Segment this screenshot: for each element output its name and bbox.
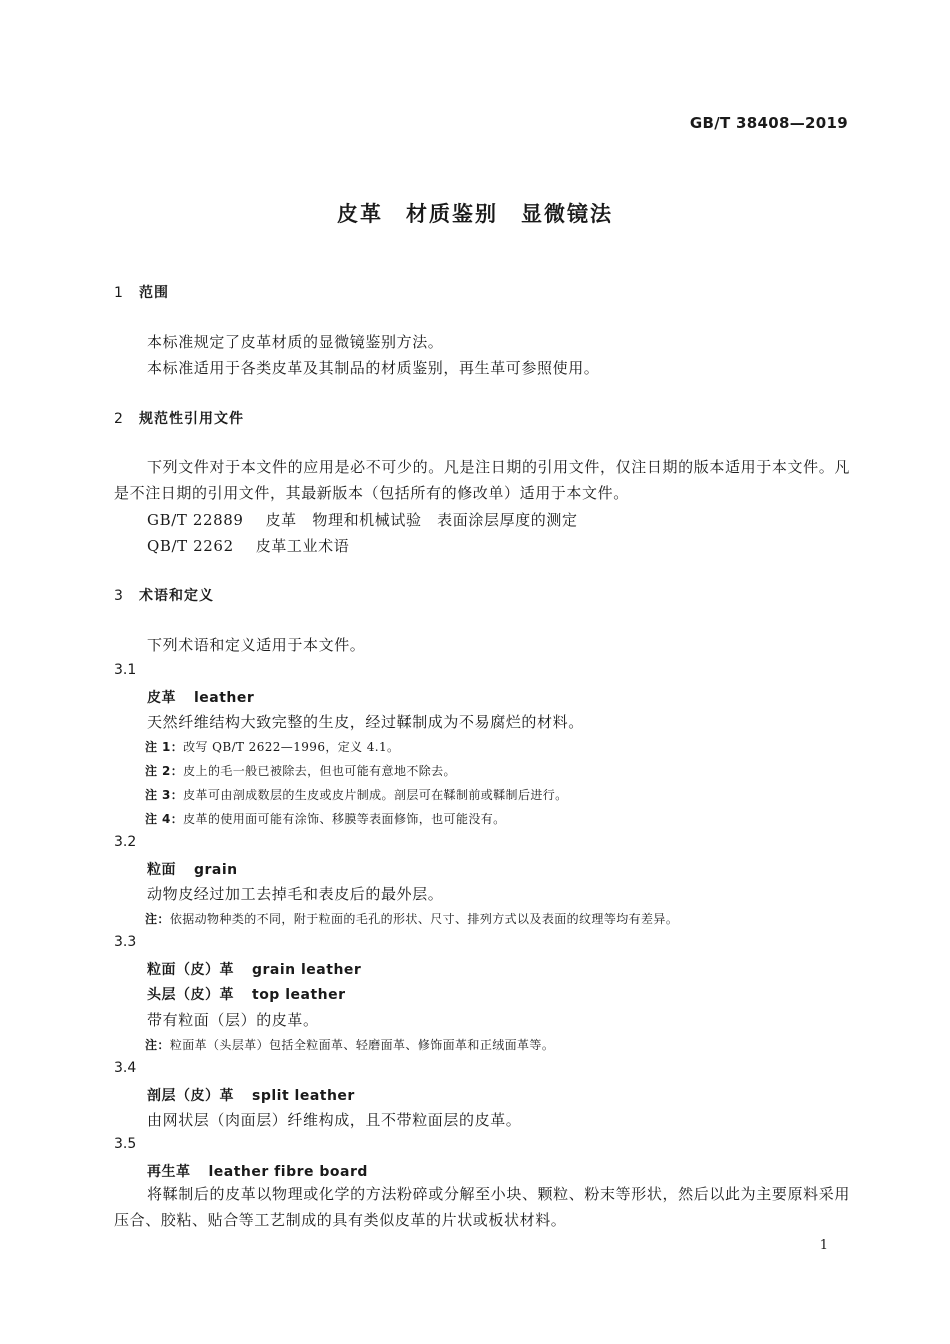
page-number: 1 xyxy=(819,1238,828,1253)
note-label: 注 1： xyxy=(145,740,184,754)
term-zh: 再生革 xyxy=(147,1164,191,1180)
note xyxy=(145,786,568,803)
term-heading-alt xyxy=(147,984,346,1004)
term-heading xyxy=(147,1085,355,1105)
term-zh: 粒面（皮）革 xyxy=(147,962,234,978)
paragraph: 本标准规定了皮革材质的显微镜鉴别方法。 xyxy=(147,333,444,351)
term-en: grain xyxy=(194,862,238,878)
section-title: 术语和定义 xyxy=(139,588,214,604)
term-heading xyxy=(147,959,361,979)
section-number: 3 xyxy=(114,588,124,604)
section-title: 范围 xyxy=(139,285,169,301)
section-title: 规范性引用文件 xyxy=(139,411,244,427)
note-text: 改写 QB/T 2622—1996，定义 4.1。 xyxy=(183,740,400,754)
clause-number: 3.2 xyxy=(114,834,137,850)
term-en: grain leather xyxy=(252,962,362,978)
term-zh: 头层（皮）革 xyxy=(147,987,234,1003)
term-definition: 带有粒面（层）的皮革。 xyxy=(147,1011,319,1029)
standard-number: GB/T 38408—2019 xyxy=(689,114,848,132)
term-heading xyxy=(147,1161,368,1181)
term-en: split leather xyxy=(252,1088,355,1104)
reference-code: QB/T 2262 xyxy=(147,537,234,555)
term-definition: 将鞣制后的皮革以物理或化学的方法粉碎或分解至小块、颗粒、粉末等形状，然后以此为主要原料采用压合、胶粘、贴合等工艺制成的具有类似皮革的片状或板状材料。 xyxy=(114,1185,850,1229)
reference-item xyxy=(147,509,578,530)
note-label: 注 3： xyxy=(145,788,184,802)
reference-code: GB/T 22889 xyxy=(147,511,244,529)
section-1-heading xyxy=(114,282,169,302)
note-label: 注 2： xyxy=(145,764,184,778)
term-zh: 粒面 xyxy=(147,862,176,878)
note xyxy=(145,810,506,827)
note-label: 注 4： xyxy=(145,812,184,826)
note-text: 皮革可由剖成数层的生皮或皮片制成。剖层可在鞣制前或鞣制后进行。 xyxy=(183,788,568,802)
document-title: 皮革 材质鉴别 显微镜法 xyxy=(337,202,613,226)
term-heading xyxy=(147,859,238,879)
note xyxy=(145,738,399,755)
term-en: top leather xyxy=(252,987,346,1003)
note-text: 粒面革（头层革）包括全粒面革、轻磨面革、修饰面革和正绒面革等。 xyxy=(169,1038,555,1052)
clause-number: 3.3 xyxy=(114,934,137,950)
reference-item xyxy=(147,535,349,556)
term-zh: 剖层（皮）革 xyxy=(147,1088,234,1104)
term-heading xyxy=(147,687,254,707)
note xyxy=(145,1036,554,1053)
clause-number: 3.5 xyxy=(114,1136,137,1152)
note xyxy=(145,762,456,779)
term-definition: 天然纤维结构大致完整的生皮，经过鞣制成为不易腐烂的材料。 xyxy=(147,713,584,731)
paragraph: 下列术语和定义适用于本文件。 xyxy=(147,636,366,654)
section-number: 1 xyxy=(114,285,124,301)
section-2-heading xyxy=(114,408,244,428)
reference-title: 皮革工业术语 xyxy=(255,537,350,555)
section-3-heading xyxy=(114,585,214,605)
clause-number: 3.4 xyxy=(114,1060,137,1076)
note-text: 依据动物种类的不同，附于粒面的毛孔的形状、尺寸、排列方式以及表面的纹理等均有差异。 xyxy=(169,912,679,926)
paragraph: 本标准适用于各类皮革及其制品的材质鉴别，再生革可参照使用。 xyxy=(147,359,600,377)
note xyxy=(145,910,678,927)
reference-title: 皮革 物理和机械试验 表面涂层厚度的测定 xyxy=(265,511,578,529)
term-zh: 皮革 xyxy=(147,690,176,706)
section-number: 2 xyxy=(114,411,124,427)
note-text: 皮上的毛一般已被除去，但也可能有意地不除去。 xyxy=(183,764,456,778)
term-en: leather fibre board xyxy=(208,1164,368,1180)
term-definition: 由网状层（肉面层）纤维构成，且不带粒面层的皮革。 xyxy=(147,1111,522,1129)
note-text: 皮革的使用面可能有涂饰、移膜等表面修饰，也可能没有。 xyxy=(183,812,506,826)
term-definition: 动物皮经过加工去掉毛和表皮后的最外层。 xyxy=(147,885,444,903)
term-en: leather xyxy=(194,690,255,706)
note-label: 注： xyxy=(145,1038,170,1052)
note-label: 注： xyxy=(145,912,170,926)
paragraph: 下列文件对于本文件的应用是必不可少的。凡是注日期的引用文件，仅注日期的版本适用于本文件。凡是不注日期的引用文件，其最新版本（包括所有的修改单）适用于本文件。 xyxy=(114,458,850,502)
clause-number: 3.1 xyxy=(114,662,137,678)
